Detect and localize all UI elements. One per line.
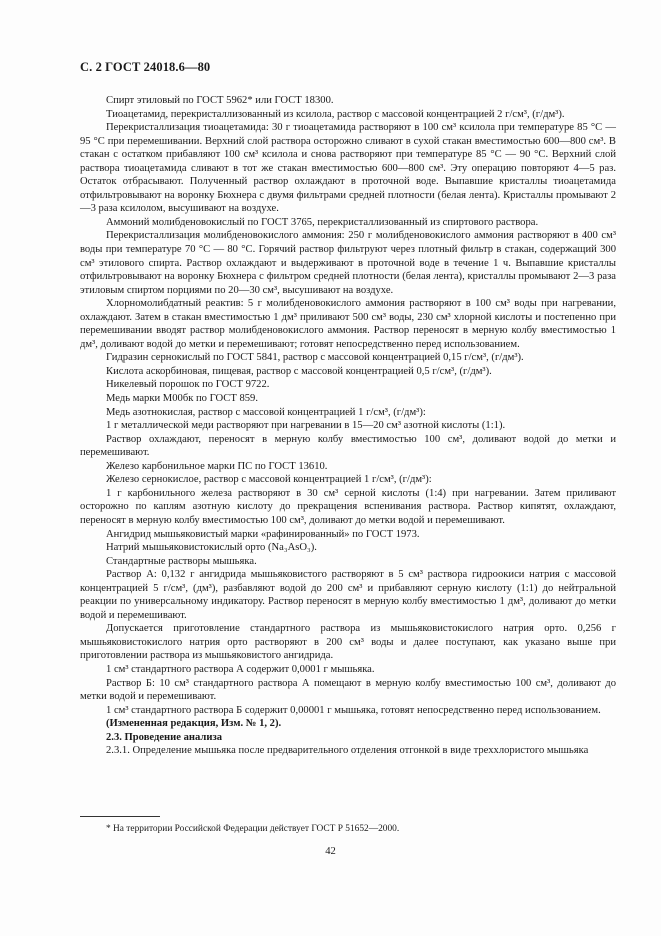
paragraph: Перекристаллизация молибденовокислого аммония: 250 г молибденовокислого аммония растворяют в 400 см³ воды при температуре 70 °С — 80 °С. Горячий раствор фильтруют через плотный фильтр в стакан, содержащий 300 см³ этилового спирта. Раствор охлаждают и выдерживают в проточной воде в течение 1 ч. Выпавшие кристаллы отфильтровывают на воронку Бюхнера с фильтром средней плотности (белая лента), кристаллы промывают 2—3 раза этиловым спиртом порциями по 20—30 см³, высушивают на воздухе. xyxy=(80,230,616,296)
paragraph: 1 г карбонильного железа растворяют в 30 см³ серной кислоты (1:4) при нагревании. Затем приливают осторожно по каплям азотную кислоту до прекращения вспенивания раствора. Раствор кипятят, охлаждают, переносят в мерную колбу вместимостью 100 см³, доливают до метки водой и перемешивают. xyxy=(80,487,616,526)
paragraph: Тиоацетамид, перекристаллизованный из ксилола, раствор с массовой концентрацией 2 г/см³, (г/дм³). xyxy=(106,108,565,120)
paragraph: Раствор Б: 10 см³ стандартного раствора А помещают в мерную колбу вместимостью 100 см³, доливают до метки водой и перемешивают. xyxy=(80,677,616,703)
paragraph: Медь азотнокислая, раствор с массовой концентрацией 1 г/см³, (г/дм³): xyxy=(106,406,426,418)
page-number: 42 xyxy=(325,846,336,857)
paragraph: Аммоний молибденовокислый по ГОСТ 3765, перекристаллизованный из спиртового раствора. xyxy=(106,216,539,228)
document-body xyxy=(80,94,616,758)
paragraph: 1 см³ стандартного раствора Б содержит 0,00001 г мышьяка, готовят непосредственно перед использованием. xyxy=(106,704,601,716)
paragraph: 1 г металлической меди растворяют при нагревании в 15—20 см³ азотной кислоты (1:1). xyxy=(106,420,506,432)
paragraph: Кислота аскорбиновая, пищевая, раствор с массовой концентрацией 0,5 г/см³, (г/дм³). xyxy=(106,365,492,377)
paragraph: Допускается приготовление стандартного раствора из мышьяковистокислого натрия орто. 0,256 г мышьяковистокислого натрия орто растворяют в 200 см³ воды и далее поступают, как указано выше при приготовлении раствора из мышьяковистого ангидрида. xyxy=(80,623,616,662)
paragraph: Раствор охлаждают, переносят в мерную колбу вместимостью 100 см³, доливают водой до метки и перемешивают. xyxy=(80,433,616,459)
paragraph: Гидразин сернокислый по ГОСТ 5841, раствор с массовой концентрацией 0,15 г/см³, (г/дм³). xyxy=(106,352,524,364)
section-heading: 2.3. Проведение анализа xyxy=(106,731,222,743)
section-heading: (Измененная редакция, Изм. № 1, 2). xyxy=(106,718,282,730)
page-header: С. 2 ГОСТ 24018.6—80 xyxy=(80,60,211,74)
paragraph: Железо сернокислое, раствор с массовой концентрацией 1 г/см³, (г/дм³): xyxy=(106,474,432,486)
paragraph: Перекристаллизация тиоацетамида: 30 г тиоацетамида растворяют в 100 см³ ксилола при температуре 85 °С — 95 °С при перемешивании. Верхний слой раствора осторожно сливают в сухой стакан вместимостью 600—800 см³. В стакан с остатком прибавляют 100 см³ ксилола и снова растворяют при температуре 85 °С — 90 °С. Верхний слой раствора тиоацетамида сливают в тот же стакан вместимостью 600—800 см³. Эту операцию повторяют 4—5 раз. Остаток отбрасывают. Полученный раствор охлаждают в проточной воде. Выпавшие кристаллы тиоацетамида отфильтровывают на воронку Бюхнера с двумя фильтрами средней плотности (белая лента). Кристаллы промывают 2—3 раза ксилолом, высушивают на воздухе. xyxy=(80,122,616,215)
paragraph: Никелевый порошок по ГОСТ 9722. xyxy=(106,379,270,391)
paragraph: Стандартные растворы мышьяка. xyxy=(106,555,257,567)
footnote-divider xyxy=(80,816,160,817)
paragraph: Ангидрид мышьяковистый марки «рафинированный» по ГОСТ 1973. xyxy=(106,528,420,540)
paragraph: Хлорномолибдатный реактив: 5 г молибденовокислого аммония растворяют в 100 см³ воды при нагревании, охлаждают. Затем в стакан вместимостью 1 дм³ приливают 500 см³ воды, 230 см³ хлорной кислоты и постепенно при перемешивании вводят раствор молибденовокислого аммония. Раствор переносят в мерную колбу вместимостью 1 дм³, доливают водой до метки и перемешивают; готовят непосредственно перед использованием. xyxy=(80,298,616,350)
footnote: * На территории Российской Федерации действует ГОСТ Р 51652—2000. xyxy=(106,824,400,834)
paragraph: Натрий мышьяковистокислый орто (Na₃AsO₃). xyxy=(106,542,317,554)
paragraph: 1 см³ стандартного раствора А содержит 0,0001 г мышьяка. xyxy=(106,663,375,675)
paragraph: Медь марки М00бк по ГОСТ 859. xyxy=(106,393,258,405)
paragraph: Раствор А: 0,132 г ангидрида мышьяковистого растворяют в 5 см³ раствора гидроокиси натрия с массовой концентрацией 5 г/см³, (дм³), разбавляют водой до 200 см³ и прибавляют серную кислоту (1:1) до нейтральной реакции по универсальному индикатору. Раствор переносят в мерную колбу вместимостью 1 дм³, доливают до метки водой и перемешивают. xyxy=(80,569,616,621)
paragraph: 2.3.1. Определение мышьяка после предварительного отделения отгонкой в виде треххлористого мышьяка xyxy=(106,745,589,757)
paragraph: Спирт этиловый по ГОСТ 5962* или ГОСТ 18300. xyxy=(106,95,334,106)
paragraph: Железо карбонильное марки ПС по ГОСТ 13610. xyxy=(106,460,328,472)
